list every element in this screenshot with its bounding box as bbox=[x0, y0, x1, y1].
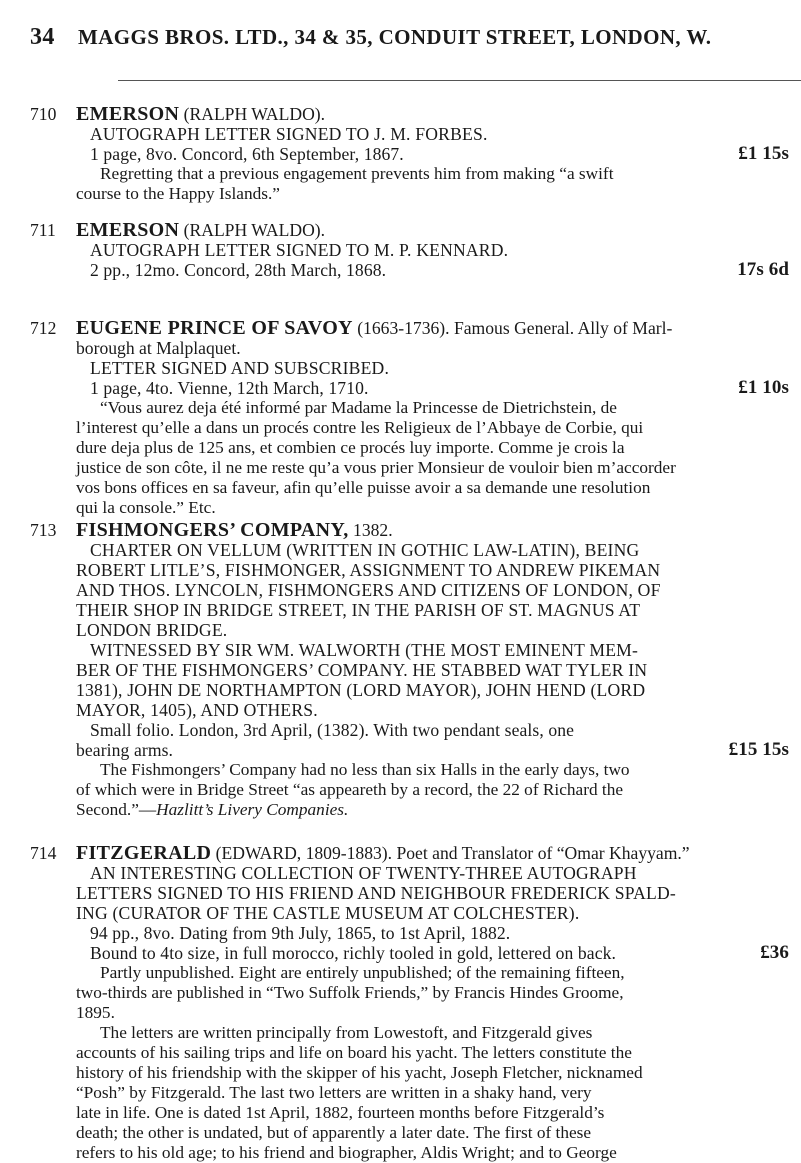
entry-title-line: AN INTERESTING COLLECTION OF TWENTY-THREE AUTOGRAPH bbox=[90, 863, 637, 883]
note-line: The Fishmongers’ Company had no less than six Halls in the early days, two bbox=[100, 760, 630, 779]
publisher-line: MAGGS BROS. LTD., 34 & 35, CONDUIT STREET, LONDON, W. bbox=[78, 25, 712, 49]
entry-notes bbox=[30, 963, 789, 1163]
entry-name: EMERSON bbox=[76, 103, 180, 125]
entry-title-line: CHARTER ON VELLUM (WRITTEN IN GOTHIC LAW-LATIN), BEING bbox=[90, 540, 640, 560]
entry-description: 94 pp., 8vo. Dating from 9th July, 1865, to 1st April, 1882. bbox=[90, 923, 511, 943]
entry-notes bbox=[30, 164, 789, 204]
entry-description bbox=[30, 378, 789, 398]
entry-title: AUTOGRAPH LETTER SIGNED TO J. M. FORBES. bbox=[90, 124, 488, 144]
entry-title: LETTER SIGNED AND SUBSCRIBED. bbox=[90, 358, 390, 378]
entry-name-detail: (1663-1736). Famous General. Ally of Marl- bbox=[357, 318, 673, 338]
entry-description bbox=[30, 943, 789, 963]
note-line: of which were in Bridge Street “as appeareth by a record, the 22 of Richard the bbox=[76, 780, 624, 799]
note-line: l’interest qu’elle a dans un procés contre les Religieux de l’Abbaye de Corbie, qui bbox=[76, 418, 644, 437]
entry-description: Small folio. London, 3rd April, (1382). With two pendant seals, one bbox=[90, 720, 575, 740]
entry-name: FISHMONGERS’ COMPANY, bbox=[76, 519, 349, 541]
note-line: 1895. bbox=[76, 1003, 115, 1022]
entry-description bbox=[30, 740, 789, 760]
entry-description bbox=[30, 260, 789, 280]
lot-number: 714 bbox=[30, 843, 57, 863]
entry-name: EMERSON bbox=[76, 219, 180, 241]
catalogue-entry-713 bbox=[30, 520, 789, 820]
note-line: two-thirds are published in “Two Suffolk Friends,” by Francis Hindes Groome, bbox=[76, 983, 624, 1002]
entry-name-detail: (RALPH WALDO). bbox=[183, 220, 326, 240]
catalogue-entry-712 bbox=[30, 318, 789, 518]
entry-desc-text: 1 page, 4to. Vienne, 12th March, 1710. bbox=[90, 378, 369, 398]
entry-title-line: ROBERT LITLE’S, FISHMONGER, ASSIGNMENT TO ANDREW PIKEMAN bbox=[76, 560, 661, 580]
lot-number: 712 bbox=[30, 318, 57, 338]
entry-name-detail: 1382. bbox=[353, 520, 393, 540]
note-text: Second.”— bbox=[76, 800, 157, 819]
entry-desc-text: 2 pp., 12mo. Concord, 28th March, 1868. bbox=[90, 260, 387, 280]
source-citation: Hazlitt’s Livery Companies. bbox=[156, 800, 349, 819]
entry-title-line: BER OF THE FISHMONGERS’ COMPANY. HE STABBED WAT TYLER IN bbox=[76, 660, 648, 680]
entry-title-line: MAYOR, 1405), AND OTHERS. bbox=[76, 700, 318, 720]
note-line: “Vous aurez deja été informé par Madame la Princesse de Dietrichstein, de bbox=[100, 398, 617, 417]
price: £1 10s bbox=[738, 377, 789, 398]
entry-name-continuation: borough at Malplaquet. bbox=[76, 338, 241, 358]
price: £15 15s bbox=[728, 739, 789, 760]
price: £1 15s bbox=[738, 143, 789, 164]
note-line: Partly unpublished. Eight are entirely unpublished; of the remaining fifteen, bbox=[100, 963, 625, 982]
entry-title-line: WITNESSED BY SIR WM. WALWORTH (THE MOST EMINENT MEM- bbox=[90, 640, 639, 660]
catalogue-entry-710 bbox=[30, 104, 789, 204]
entry-desc-text: bearing arms. bbox=[76, 740, 174, 760]
lot-number: 711 bbox=[30, 220, 56, 240]
lot-number: 713 bbox=[30, 520, 57, 540]
entry-notes bbox=[30, 760, 789, 820]
entry-title-line: AND THOS. LYNCOLN, FISHMONGERS AND CITIZENS OF LONDON, OF bbox=[76, 580, 661, 600]
entry-title-line: LONDON BRIDGE. bbox=[76, 620, 228, 640]
entry-title-line: THEIR SHOP IN BRIDGE STREET, IN THE PARISH OF ST. MAGNUS AT bbox=[76, 600, 641, 620]
entry-name-detail: (RALPH WALDO). bbox=[183, 104, 326, 124]
entry-name-detail: (EDWARD, 1809-1883). Poet and Translator of “Omar Khayyam.” bbox=[215, 843, 690, 863]
note-line: refers to his old age; to his friend and biographer, Aldis Wright; and to George bbox=[76, 1143, 617, 1162]
note-line: course to the Happy Islands.” bbox=[76, 184, 280, 203]
entry-title-line: ING (CURATOR OF THE CASTLE MUSEUM AT COLCHESTER). bbox=[76, 903, 580, 923]
note-line: Regretting that a previous engagement prevents him from making “a swift bbox=[100, 164, 614, 183]
note-line: late in life. One is dated 1st April, 1882, fourteen months before Fitzgerald’s bbox=[76, 1103, 605, 1122]
entry-title-line: LETTERS SIGNED TO HIS FRIEND AND NEIGHBOUR FREDERICK SPALD- bbox=[76, 883, 676, 903]
note-line: “Posh” by Fitzgerald. The last two letters are written in a shaky hand, very bbox=[76, 1083, 592, 1102]
note-line: justice de son côte, il ne me reste qu’a vous prier Monsieur de vouloir bien m’accorder bbox=[76, 458, 676, 477]
lot-number: 710 bbox=[30, 104, 57, 124]
note-line: vos bons offices en sa faveur, afin qu’elle puisse avoir a sa demande une resolution bbox=[76, 478, 651, 497]
note-line: The letters are written principally from Lowestoft, and Fitzgerald gives bbox=[100, 1023, 593, 1042]
entry-description bbox=[30, 144, 789, 164]
note-line: death; the other is undated, but of apparently a later date. The first of these bbox=[76, 1123, 592, 1142]
note-line: history of his friendship with the skipper of his yacht, Joseph Fletcher, nicknamed bbox=[76, 1063, 643, 1082]
entry-notes bbox=[30, 398, 789, 518]
catalogue-entry-714 bbox=[30, 843, 789, 1163]
entry-desc-text: 1 page, 8vo. Concord, 6th September, 1867. bbox=[90, 144, 404, 164]
note-line bbox=[30, 800, 789, 820]
note-line: qui la console.” Etc. bbox=[76, 498, 216, 517]
page-number: 34 bbox=[30, 24, 55, 50]
price: 17s 6d bbox=[737, 259, 789, 280]
catalogue-entry-711 bbox=[30, 220, 789, 280]
note-line: accounts of his sailing trips and life on board his yacht. The letters constitute the bbox=[76, 1043, 632, 1062]
header-rule bbox=[118, 80, 801, 81]
entry-title: AUTOGRAPH LETTER SIGNED TO M. P. KENNARD. bbox=[90, 240, 509, 260]
running-head bbox=[30, 24, 790, 51]
entry-desc-text: Bound to 4to size, in full morocco, richly tooled in gold, lettered on back. bbox=[90, 943, 617, 963]
note-line: dure deja plus de 125 ans, et combien ce procés luy importe. Comme je crois la bbox=[76, 438, 625, 457]
entry-name: FITZGERALD bbox=[76, 842, 212, 864]
price: £36 bbox=[760, 942, 789, 963]
entry-name: EUGENE PRINCE OF SAVOY bbox=[76, 317, 353, 339]
entry-title-line: 1381), JOHN DE NORTHAMPTON (LORD MAYOR), JOHN HEND (LORD bbox=[76, 680, 646, 700]
